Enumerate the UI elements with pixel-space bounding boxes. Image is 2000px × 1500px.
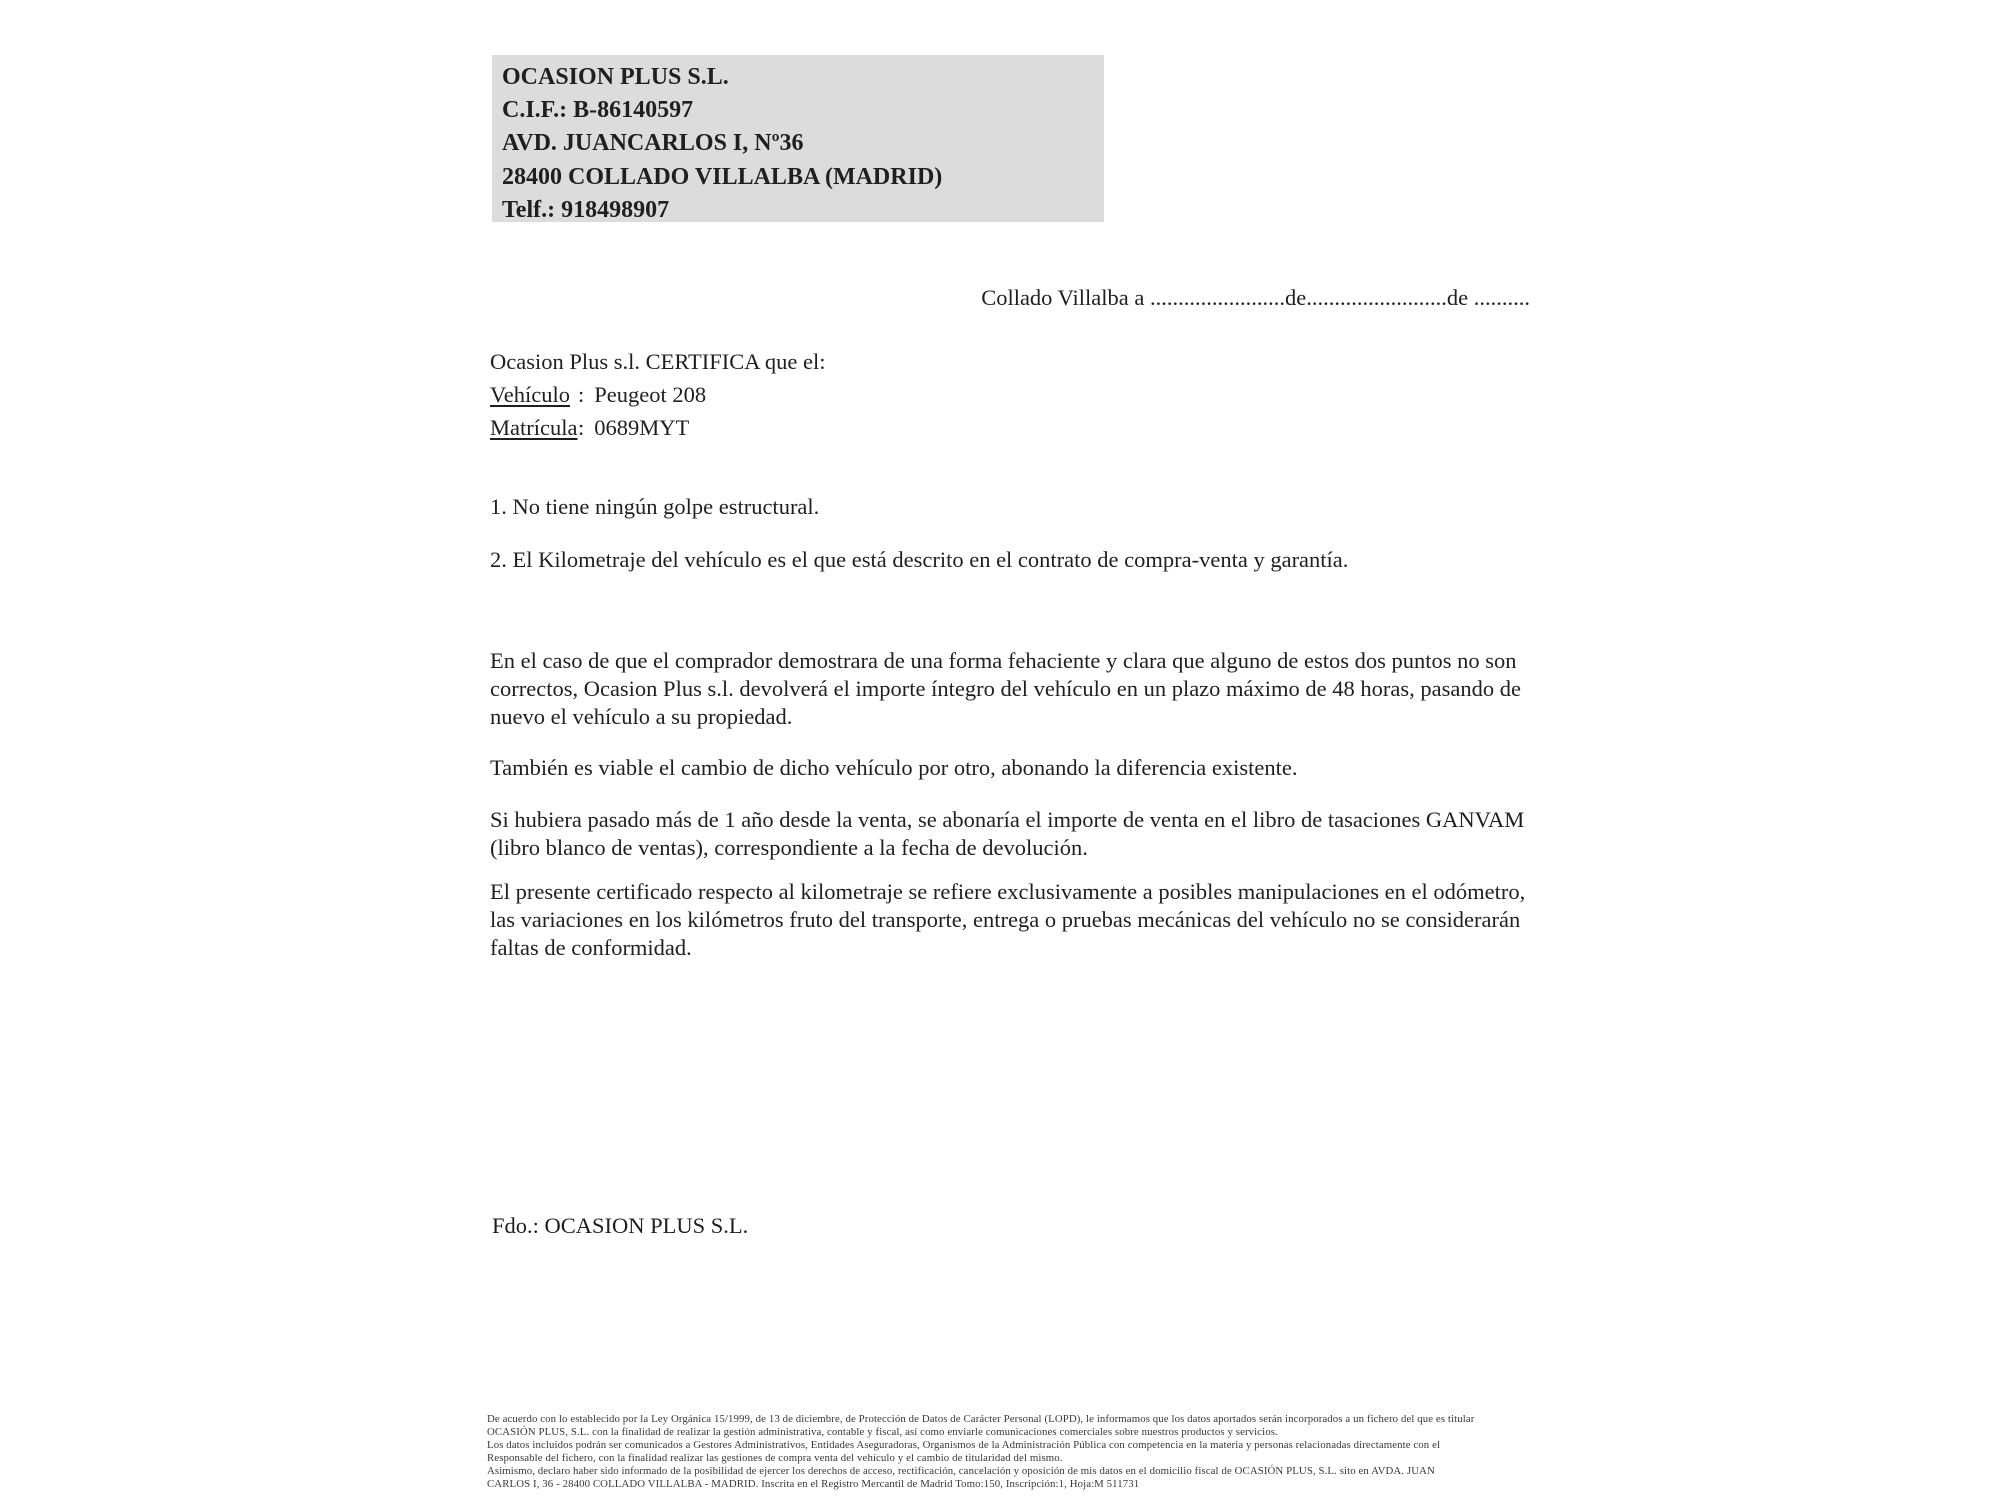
legal-fine-print xyxy=(487,1413,1967,1490)
company-cif: C.I.F.: B-86140597 xyxy=(502,97,694,124)
statement-2: 2. El Kilometraje del vehículo es el que está descrito en el contrato de compra-venta y garantía. xyxy=(490,547,1349,572)
legal-line-5: Asimismo, declaro haber sido informado de la posibilidad de ejercer los derechos de acceso, rectificación, cancelación y oposición de mis datos en el domicilio fiscal de OCASIÓN PLUS, S.L. sito en AVDA. JUAN xyxy=(487,1464,1435,1477)
company-header-box xyxy=(492,55,1104,222)
legal-line-4: Responsable del fichero, con la finalidad realizar las gestiones de compra venta del vehículo y el cambio de titularidad del mismo. xyxy=(487,1451,1063,1464)
vehicle-separator: : xyxy=(578,382,585,407)
paragraph-refund: En el caso de que el comprador demostrara de una forma fehaciente y clara que alguno de estos dos puntos no son correctos, Ocasion Plus s.l. devolverá el importe íntegro del vehículo en un plazo máximo de 48 horas, pasando de nuevo el vehículo a su propiedad. xyxy=(490,648,1521,729)
legal-line-3: Los datos incluidos podrán ser comunicados a Gestores Administrativos, Entidades Aseguradoras, Organismos de la Administración Pública con competencia en la materia y personas relacionadas directamente con el xyxy=(487,1438,1441,1451)
vehicle-label: Vehículo xyxy=(490,382,570,407)
signature-line: Fdo.: OCASION PLUS S.L. xyxy=(492,1213,749,1238)
company-city: 28400 COLLADO VILLALBA (MADRID) xyxy=(502,163,943,190)
company-name: OCASION PLUS S.L. xyxy=(502,64,729,90)
certify-line: Ocasion Plus s.l. CERTIFICA que el: xyxy=(490,349,826,374)
date-line: Collado Villalba a ........................de.........................de .......... xyxy=(981,285,1530,310)
legal-line-2: OCASIÓN PLUS, S.L. con la finalidad de realizar la gestión administrativa, contable y fiscal, así como enviarle comunicaciones comerciales sobre nuestros productos y servicios. xyxy=(487,1425,1278,1438)
paragraph-exchange: También es viable el cambio de dicho vehículo por otro, abonando la diferencia existente. xyxy=(490,755,1298,780)
plate-label: Matrícula xyxy=(490,415,578,440)
statement-1: 1. No tiene ningún golpe estructural. xyxy=(490,494,820,519)
paragraph-ganvam: Si hubiera pasado más de 1 año desde la venta, se abonaría el importe de venta en el libro de tasaciones GANVAM (libro blanco de ventas), correspondiente a la fecha de devolución. xyxy=(490,807,1525,860)
plate-value: 0689MYT xyxy=(594,415,690,440)
paragraph-odometer: El presente certificado respecto al kilometraje se refiere exclusivamente a posibles manipulaciones en el odómetro, las variaciones en los kilómetros fruto del transporte, entrega o pruebas mecánicas del vehículo no se considerarán faltas de conformidad. xyxy=(490,879,1526,960)
company-phone: Telf.: 918498907 xyxy=(502,196,670,223)
legal-line-1: De acuerdo con lo establecido por la Ley Orgánica 15/1999, de 13 de diciembre, de Protección de Datos de Carácter Personal (LOPD), le informamos que los datos aportados serán incorporados a un fichero del que es titular xyxy=(487,1413,1475,1425)
legal-line-6: CARLOS I, 36 - 28400 COLLADO VILLALBA - MADRID. Inscrita en el Registro Mercantil de Madrid Tomo:150, Inscripción:1, Hoja:M 511731 xyxy=(487,1477,1140,1490)
vehicle-row xyxy=(490,381,706,409)
plate-separator: : xyxy=(578,415,585,440)
plate-row xyxy=(490,414,689,442)
company-address: AVD. JUANCARLOS I, Nº36 xyxy=(502,130,804,157)
vehicle-value: Peugeot 208 xyxy=(594,382,707,407)
